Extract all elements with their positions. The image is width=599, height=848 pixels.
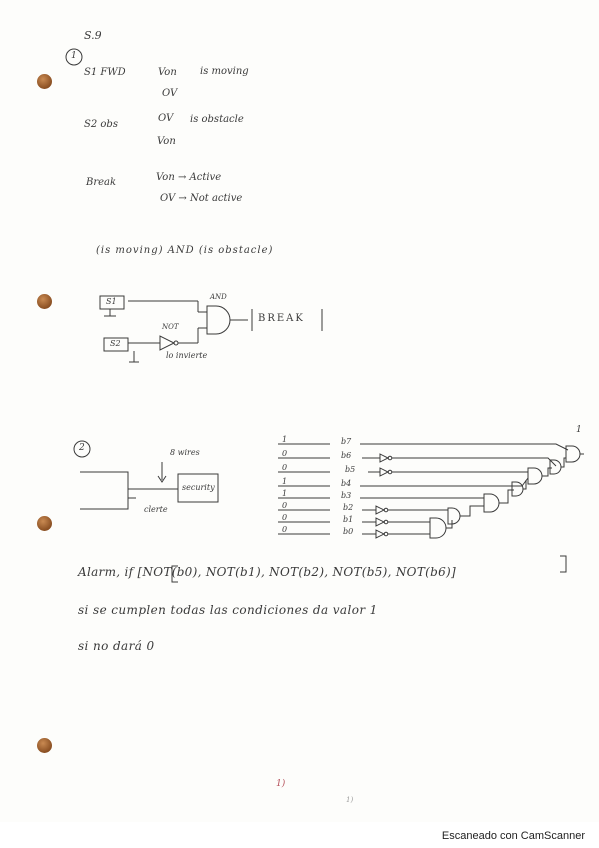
bit-name: b2: [343, 503, 354, 512]
bit-value: 0: [282, 463, 288, 472]
not-gate-label: NOT: [162, 323, 179, 331]
break-label: Break: [86, 177, 117, 188]
section-1-expression: (is moving) AND (is obstacle): [96, 245, 274, 256]
explanation-line-2: si no dará 0: [78, 639, 155, 653]
bottom-mark: 1): [276, 779, 286, 789]
bit-name: b5: [345, 465, 356, 474]
block-bottom-label: clerte: [144, 505, 168, 514]
page-number: S.9: [84, 29, 102, 42]
s2-ov-desc: is obstacle: [190, 114, 244, 125]
and-gate-label: AND: [210, 293, 227, 301]
b7-wire: [360, 444, 568, 450]
bit-value: 0: [282, 449, 288, 458]
bottom-mark: 1): [346, 796, 354, 804]
not-gate: [160, 336, 174, 350]
section-1-number: 1: [71, 51, 77, 61]
circuit-output-value: 1: [576, 425, 582, 435]
b5-not-gate: [380, 468, 388, 476]
bit-name: b6: [341, 451, 352, 460]
and-gate-b1-b0: [430, 518, 446, 538]
and-gate-final: [566, 446, 580, 462]
bit-value: 0: [282, 501, 288, 510]
and-wire: [460, 506, 484, 516]
bit-value: 1: [282, 489, 288, 498]
b0-not-gate: [376, 530, 384, 538]
s2-von: Von: [157, 136, 176, 147]
bit-name: b7: [341, 437, 352, 446]
s2-ov: OV: [158, 113, 174, 124]
explanation-line-1: si se cumplen todas las condiciones da valor 1: [78, 603, 378, 617]
b1-not-gate: [376, 518, 384, 526]
input-block: [80, 472, 128, 509]
bit-name: b1: [343, 515, 354, 524]
and-gate-b5: [528, 468, 542, 484]
bit-value: 0: [282, 513, 288, 522]
alarm-bracket-right: [560, 556, 566, 572]
alarm-condition: Alarm, if [NOT(b0), NOT(b1), NOT(b2), NOT(b5), NOT(b6)]: [78, 565, 456, 579]
bit-value: 0: [282, 525, 288, 534]
break-output-label: BREAK: [258, 313, 305, 324]
s1-ov: OV: [162, 88, 178, 99]
b2-not-gate: [376, 506, 384, 514]
s1-box-label: S1: [106, 297, 117, 306]
and-gate-b3: [484, 494, 499, 512]
s1-von-desc: is moving: [200, 66, 249, 77]
scanner-watermark: Escaneado con CamScanner: [441, 830, 585, 842]
s1-von: Von: [158, 67, 177, 78]
and-gate: [207, 306, 230, 334]
s2-box-label: S2: [110, 339, 121, 348]
s1-label: S1 FWD: [84, 67, 126, 78]
b4-wire: [522, 478, 528, 486]
and-gate-b4: [512, 482, 523, 496]
inverter-caption: lo invierte: [166, 351, 208, 360]
and-gate-b2: [448, 508, 460, 524]
bit-name: b3: [341, 491, 352, 500]
b6-out-wire: [392, 458, 556, 466]
s2-label: S2 obs: [84, 119, 118, 130]
security-box-label: security: [182, 483, 215, 492]
bit-value: 1: [282, 477, 288, 486]
section-2-number: 2: [79, 443, 85, 453]
inputs-label: 8 wires: [170, 448, 200, 457]
break-von: Von → Active: [156, 172, 222, 183]
break-ov: OV → Not active: [160, 193, 243, 204]
b6-not-gate: [380, 454, 388, 462]
bit-name: b0: [343, 527, 354, 536]
bit-name: b4: [341, 479, 352, 488]
and-wire: [561, 458, 566, 467]
bit-value: 1: [282, 435, 288, 444]
